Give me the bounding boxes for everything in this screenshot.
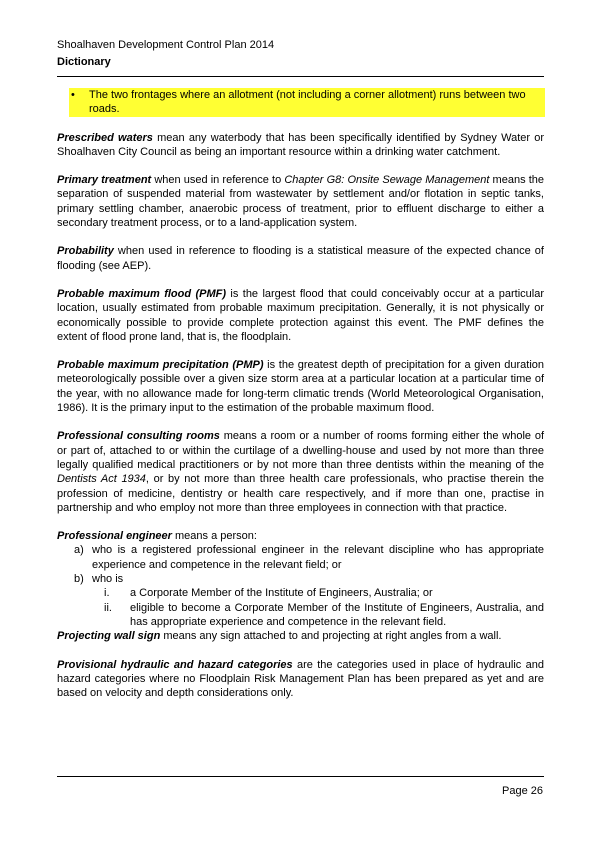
entry-definition: when used in reference to [151,174,285,187]
list-item [57,601,544,630]
entry-definition: are the categories used in place of hydraulic and hazard categories where no Floodplain Risk Management Plan has been prepared as yet and are based on velocity and depth considerations only. [57,658,544,700]
entry-term: Professional engineer [57,530,172,543]
list-item [57,572,544,586]
page-number: Page 26 [502,785,543,797]
entry-definition-cont: , or by not more than three health care professionals, who practise therein the profession of medicine, dentistry or health care respectively, and if more than one, practise in partnership and who employ not more than three employees in connection with that practice. [57,473,544,514]
dictionary-content [57,88,544,714]
entry-definition: mean any waterbody that has been specifically identified by Sydney Water or Shoalhaven City Council as being an important resource within a drinking water catchment. [57,131,545,158]
document-title: Shoalhaven Development Control Plan 2014 [57,39,275,51]
entry-definition: is the largest flood that could conceivably occur at a particular location, usually estimated from probable maximum precipitation. Generally, it is not physically or economically possible to provide complete protection against this event. The PMF defines the extent of flood prone land, that is, the floodplain. [57,287,544,343]
entry-provisional-categories [57,658,544,701]
entry-prescribed-waters [57,131,544,160]
list-marker: i. [104,587,110,600]
header-divider [57,76,544,77]
entry-term: Probability [57,245,114,258]
entry-term: Probable maximum flood (PMF) [57,287,227,300]
list-item-text: a Corporate Member of the Institute of Engineers, Australia; or [130,587,433,600]
footer-divider [57,776,544,777]
list-item-text: eligible to become a Corporate Member of the Institute of Engineers, Australia, and has appropriate experience and competence in the relevant field. [130,601,544,628]
entry-pmf [57,287,544,344]
entry-probability [57,244,544,273]
entry-primary-treatment [57,173,544,230]
highlighted-bullet [69,88,545,117]
entry-pmp [57,358,544,415]
entry-term: Primary treatment [57,174,152,187]
list-marker: b) [74,573,84,586]
entry-term: Provisional hydraulic and hazard categories [57,658,293,671]
entry-term: Prescribed waters [57,131,153,144]
list-item-text: who is a registered professional engineer in the relevant discipline who has appropriate experience and competence in the relevant field; or [92,544,544,571]
list-marker: a) [74,544,84,557]
entry-projecting-wall-sign [57,629,544,643]
list-item [57,586,544,600]
entry-term: Professional consulting rooms [57,430,220,443]
entry-definition-cont: means the separation of suspended material from wastewater by settlement and/or flotation in septic tanks, primary settling chamber, anaerobic process of treatment, prior to effluent discharge to either a secondary treatment process, or to a land-application system. [57,174,544,230]
entry-term: Probable maximum precipitation (PMP) [57,359,264,372]
bullet-icon: • [71,89,75,101]
entry-professional-consulting-rooms [57,429,544,515]
entry-definition: means a room or a number of rooms forming either the whole of or part of, attached to or within the curtilage of a dwelling-house and used by not more than three legally qualified medical practitioners or by not more than three dentists within the meaning of the [57,430,545,471]
list-item-text: who is [92,573,124,586]
section-title: Dictionary [57,56,111,68]
roman-list [57,586,544,629]
act-reference: Dentists Act 1934 [57,473,146,486]
entry-definition: when used in reference to flooding is a statistical measure of the expected chance of flooding (see AEP). [57,245,544,272]
entry-professional-engineer [57,529,544,629]
entry-definition: is the greatest depth of precipitation for a given duration meteorologically possible over a given size storm area at a particular location at a particular time of the year, with no allowance made for long-term climatic trends (World Meteorological Organisation, 1986). It is the primary input to the estimation of the probable maximum flood. [57,359,544,415]
entry-heading [57,529,544,543]
entry-term: Projecting wall sign [57,630,161,643]
highlighted-bullet-text: The two frontages where an allotment (not including a corner allotment) runs between two roads. [89,89,526,116]
list-marker: ii. [104,601,112,614]
list-item [57,543,544,572]
entry-definition: means any sign attached to and projecting at right angles from a wall. [160,630,502,643]
chapter-reference: Chapter G8: Onsite Sewage Management [284,174,490,187]
entry-definition: means a person: [171,530,257,543]
alpha-list [57,543,544,586]
